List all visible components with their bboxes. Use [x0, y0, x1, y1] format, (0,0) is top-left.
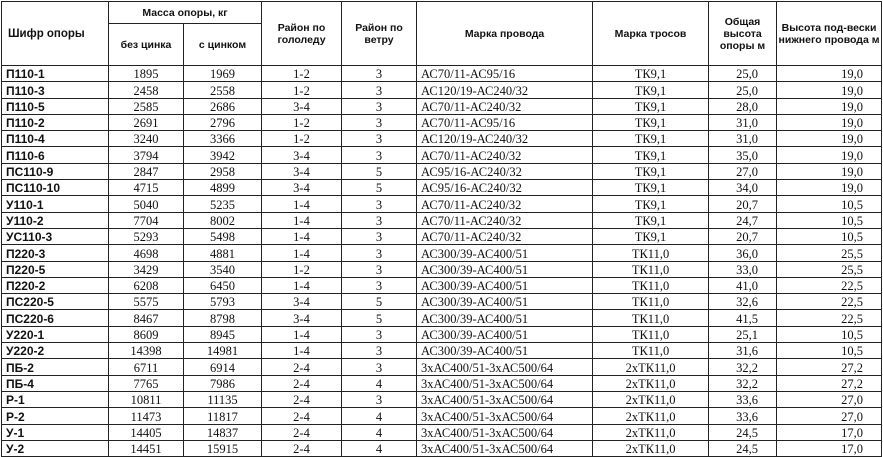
cell-ice-region: 2-4 — [262, 375, 342, 391]
cell-lower-wire-height: 19,0 — [777, 131, 882, 147]
cell-wire-brand: 3хАС400/51-3хАС500/64 — [417, 391, 593, 407]
cell-cable-brand: ТК11,0 — [593, 294, 709, 310]
cell-cipher: ПС110-9 — [2, 163, 109, 179]
cell-wind-region: 3 — [342, 245, 417, 261]
cell-wire-brand: АС120/19-АС240/32 — [417, 82, 593, 98]
cell-total-height: 41,0 — [709, 277, 777, 293]
cell-mass-with-zinc: 2558 — [184, 82, 262, 98]
cell-mass-with-zinc: 11817 — [184, 408, 262, 424]
cell-wire-brand: 3хАС400/51-3хАС500/64 — [417, 359, 593, 375]
cell-mass-with-zinc: 8002 — [184, 212, 262, 228]
cell-lower-wire-height: 19,0 — [777, 180, 882, 196]
cell-mass-with-zinc: 3366 — [184, 131, 262, 147]
cell-mass-with-zinc: 14837 — [184, 424, 262, 440]
cell-lower-wire-height: 10,5 — [777, 228, 882, 244]
cell-cable-brand: ТК11,0 — [593, 343, 709, 359]
cell-cable-brand: ТК9,1 — [593, 228, 709, 244]
cell-cable-brand: ТК9,1 — [593, 180, 709, 196]
cell-mass-with-zinc: 5793 — [184, 294, 262, 310]
cell-total-height: 32,6 — [709, 294, 777, 310]
header-mass: Масса опоры, кг — [109, 2, 262, 24]
cell-total-height: 28,0 — [709, 98, 777, 114]
cell-mass-with-zinc: 15915 — [184, 440, 262, 456]
cell-cable-brand: ТК11,0 — [593, 245, 709, 261]
cell-mass-with-zinc: 6450 — [184, 277, 262, 293]
cell-cipher: Р-1 — [2, 391, 109, 407]
header-wire-brand: Марка провода — [417, 2, 593, 66]
cell-mass-with-zinc: 5498 — [184, 228, 262, 244]
cell-total-height: 20,7 — [709, 196, 777, 212]
table-row — [2, 245, 882, 261]
cell-ice-region: 2-4 — [262, 440, 342, 456]
table-row — [2, 98, 882, 114]
cell-wind-region: 3 — [342, 98, 417, 114]
table-row — [2, 440, 882, 456]
cell-wire-brand: АС95/16-АС240/32 — [417, 163, 593, 179]
cell-mass-no-zinc: 3429 — [109, 261, 184, 277]
cell-wire-brand: АС70/11-АС240/32 — [417, 212, 593, 228]
table-row — [2, 343, 882, 359]
tower-spec-sheet — [1, 1, 881, 457]
cell-ice-region: 1-2 — [262, 82, 342, 98]
cell-lower-wire-height: 22,5 — [777, 277, 882, 293]
cell-cipher: П110-6 — [2, 147, 109, 163]
header-total-height: Общая высота опоры м — [709, 2, 777, 66]
cell-ice-region: 1-4 — [262, 245, 342, 261]
cell-wind-region: 3 — [342, 228, 417, 244]
cell-mass-no-zinc: 2458 — [109, 82, 184, 98]
cell-mass-with-zinc: 3540 — [184, 261, 262, 277]
cell-lower-wire-height: 17,0 — [777, 424, 882, 440]
cell-wind-region: 5 — [342, 310, 417, 326]
table-row — [2, 277, 882, 293]
cell-cipher: П110-3 — [2, 82, 109, 98]
cell-ice-region: 1-4 — [262, 343, 342, 359]
table-row — [2, 359, 882, 375]
cell-ice-region: 3-4 — [262, 180, 342, 196]
cell-mass-no-zinc: 10811 — [109, 391, 184, 407]
cell-wire-brand: АС300/39-АС400/51 — [417, 277, 593, 293]
cell-wind-region: 3 — [342, 66, 417, 82]
table-row — [2, 261, 882, 277]
cell-wind-region: 5 — [342, 294, 417, 310]
cell-cipher: П110-1 — [2, 66, 109, 82]
cell-total-height: 31,6 — [709, 343, 777, 359]
cell-lower-wire-height: 19,0 — [777, 82, 882, 98]
cell-wire-brand: АС70/11-АС95/16 — [417, 114, 593, 130]
cell-total-height: 25,1 — [709, 326, 777, 342]
cell-ice-region: 2-4 — [262, 424, 342, 440]
cell-mass-no-zinc: 8467 — [109, 310, 184, 326]
header-cable-brand: Марка тросов — [593, 2, 709, 66]
cell-cable-brand: 2хТК11,0 — [593, 424, 709, 440]
cell-wind-region: 3 — [342, 114, 417, 130]
cell-wire-brand: АС300/39-АС400/51 — [417, 245, 593, 261]
cell-wind-region: 3 — [342, 212, 417, 228]
cell-cipher: П220-2 — [2, 277, 109, 293]
cell-total-height: 33,6 — [709, 408, 777, 424]
cell-lower-wire-height: 17,0 — [777, 440, 882, 456]
cell-mass-no-zinc: 2585 — [109, 98, 184, 114]
cell-cipher: У-1 — [2, 424, 109, 440]
cell-cable-brand: ТК9,1 — [593, 98, 709, 114]
cell-cipher: П110-5 — [2, 98, 109, 114]
table-row — [2, 228, 882, 244]
cell-mass-no-zinc: 14451 — [109, 440, 184, 456]
cell-wire-brand: 3хАС400/51-3хАС500/64 — [417, 375, 593, 391]
table-row — [2, 131, 882, 147]
table-header — [2, 2, 882, 66]
cell-cipher: У110-1 — [2, 196, 109, 212]
cell-cable-brand: ТК9,1 — [593, 131, 709, 147]
cell-ice-region: 1-2 — [262, 66, 342, 82]
cell-lower-wire-height: 25,5 — [777, 261, 882, 277]
cell-mass-no-zinc: 2691 — [109, 114, 184, 130]
cell-mass-with-zinc: 4881 — [184, 245, 262, 261]
cell-total-height: 33,0 — [709, 261, 777, 277]
cell-mass-no-zinc: 1895 — [109, 66, 184, 82]
cell-lower-wire-height: 19,0 — [777, 163, 882, 179]
cell-cable-brand: ТК9,1 — [593, 196, 709, 212]
cell-cipher: У110-2 — [2, 212, 109, 228]
cell-lower-wire-height: 27,2 — [777, 375, 882, 391]
cell-wind-region: 3 — [342, 196, 417, 212]
table-row — [2, 408, 882, 424]
cell-cipher: ПС220-5 — [2, 294, 109, 310]
cell-wind-region: 4 — [342, 408, 417, 424]
cell-mass-with-zinc: 5235 — [184, 196, 262, 212]
cell-wire-brand: 3хАС400/51-3хАС500/64 — [417, 424, 593, 440]
cell-ice-region: 3-4 — [262, 147, 342, 163]
cell-cipher: ПБ-2 — [2, 359, 109, 375]
table-row — [2, 114, 882, 130]
header-lower-wire-height: Высота под-вески нижнего провода м — [777, 2, 882, 66]
cell-mass-with-zinc: 3942 — [184, 147, 262, 163]
cell-mass-with-zinc: 8945 — [184, 326, 262, 342]
cell-cable-brand: 2хТК11,0 — [593, 359, 709, 375]
cell-wind-region: 3 — [342, 277, 417, 293]
cell-wire-brand: АС70/11-АС240/32 — [417, 196, 593, 212]
cell-mass-no-zinc: 4698 — [109, 245, 184, 261]
cell-mass-no-zinc: 3240 — [109, 131, 184, 147]
cell-cable-brand: 2хТК11,0 — [593, 391, 709, 407]
cell-lower-wire-height: 19,0 — [777, 114, 882, 130]
cell-ice-region: 2-4 — [262, 359, 342, 375]
cell-cipher: ПС220-6 — [2, 310, 109, 326]
cell-mass-with-zinc: 11135 — [184, 391, 262, 407]
header-cipher: Шифр опоры — [2, 2, 109, 66]
table-row — [2, 391, 882, 407]
cell-mass-no-zinc: 5040 — [109, 196, 184, 212]
cell-cable-brand: ТК9,1 — [593, 66, 709, 82]
cell-wind-region: 3 — [342, 131, 417, 147]
cell-total-height: 24,5 — [709, 440, 777, 456]
table-row — [2, 326, 882, 342]
cell-mass-no-zinc: 6208 — [109, 277, 184, 293]
cell-ice-region: 2-4 — [262, 408, 342, 424]
cell-ice-region: 1-4 — [262, 212, 342, 228]
cell-mass-with-zinc: 2686 — [184, 98, 262, 114]
cell-ice-region: 3-4 — [262, 310, 342, 326]
cell-mass-no-zinc: 7704 — [109, 212, 184, 228]
cell-cipher: ПС110-10 — [2, 180, 109, 196]
cell-ice-region: 1-2 — [262, 261, 342, 277]
cell-wind-region: 3 — [342, 343, 417, 359]
cell-mass-no-zinc: 2847 — [109, 163, 184, 179]
cell-cipher: У220-1 — [2, 326, 109, 342]
cell-lower-wire-height: 27,0 — [777, 391, 882, 407]
cell-wind-region: 5 — [342, 180, 417, 196]
cell-cable-brand: ТК11,0 — [593, 326, 709, 342]
table-row — [2, 82, 882, 98]
cell-wire-brand: АС300/39-АС400/51 — [417, 261, 593, 277]
cell-ice-region: 3-4 — [262, 294, 342, 310]
cell-mass-with-zinc: 4899 — [184, 180, 262, 196]
cell-wire-brand: АС300/39-АС400/51 — [417, 343, 593, 359]
cell-cable-brand: ТК9,1 — [593, 212, 709, 228]
cell-cipher: ПБ-4 — [2, 375, 109, 391]
cell-wind-region: 3 — [342, 82, 417, 98]
cell-wire-brand: АС70/11-АС240/32 — [417, 147, 593, 163]
cell-lower-wire-height: 19,0 — [777, 98, 882, 114]
cell-ice-region: 3-4 — [262, 163, 342, 179]
header-ice-region: Район по гололеду — [262, 2, 342, 66]
header-with-zinc: с цинком — [184, 24, 262, 66]
cell-wire-brand: 3хАС400/51-3хАС500/64 — [417, 408, 593, 424]
cell-ice-region: 1-4 — [262, 277, 342, 293]
cell-lower-wire-height: 19,0 — [777, 147, 882, 163]
cell-cipher: П110-2 — [2, 114, 109, 130]
table-row — [2, 196, 882, 212]
cell-wind-region: 3 — [342, 326, 417, 342]
cell-cipher: П220-3 — [2, 245, 109, 261]
table-row — [2, 310, 882, 326]
cell-cipher: У-2 — [2, 440, 109, 456]
cell-wire-brand: АС300/39-АС400/51 — [417, 326, 593, 342]
cell-mass-no-zinc: 5293 — [109, 228, 184, 244]
cell-wire-brand: 3хАС400/51-3хАС500/64 — [417, 440, 593, 456]
cell-mass-with-zinc: 14981 — [184, 343, 262, 359]
table-row — [2, 180, 882, 196]
cell-total-height: 25,0 — [709, 66, 777, 82]
cell-cable-brand: ТК9,1 — [593, 114, 709, 130]
cell-wire-brand: АС120/19-АС240/32 — [417, 131, 593, 147]
cell-cable-brand: ТК9,1 — [593, 163, 709, 179]
cell-wire-brand: АС70/11-АС240/32 — [417, 228, 593, 244]
cell-total-height: 36,0 — [709, 245, 777, 261]
cell-mass-no-zinc: 14405 — [109, 424, 184, 440]
cell-wire-brand: АС95/16-АС240/32 — [417, 180, 593, 196]
cell-mass-no-zinc: 3794 — [109, 147, 184, 163]
cell-mass-no-zinc: 8609 — [109, 326, 184, 342]
cell-mass-with-zinc: 8798 — [184, 310, 262, 326]
cell-ice-region: 1-4 — [262, 326, 342, 342]
table-body — [2, 66, 882, 457]
cell-lower-wire-height: 27,0 — [777, 408, 882, 424]
cell-ice-region: 1-2 — [262, 114, 342, 130]
cell-wire-brand: АС70/11-АС95/16 — [417, 66, 593, 82]
cell-total-height: 31,0 — [709, 114, 777, 130]
cell-total-height: 27,0 — [709, 163, 777, 179]
table-row — [2, 212, 882, 228]
cell-mass-no-zinc: 5575 — [109, 294, 184, 310]
cell-cable-brand: ТК9,1 — [593, 147, 709, 163]
cell-cipher: У220-2 — [2, 343, 109, 359]
cell-total-height: 31,0 — [709, 131, 777, 147]
cell-mass-no-zinc: 11473 — [109, 408, 184, 424]
cell-cipher: П110-4 — [2, 131, 109, 147]
cell-wire-brand: АС300/39-АС400/51 — [417, 310, 593, 326]
cell-cipher: П220-5 — [2, 261, 109, 277]
cell-lower-wire-height: 10,5 — [777, 326, 882, 342]
cell-total-height: 25,0 — [709, 82, 777, 98]
cell-lower-wire-height: 10,5 — [777, 212, 882, 228]
cell-mass-with-zinc: 2958 — [184, 163, 262, 179]
cell-cable-brand: 2хТК11,0 — [593, 408, 709, 424]
cell-ice-region: 1-4 — [262, 196, 342, 212]
cell-ice-region: 1-4 — [262, 228, 342, 244]
cell-wind-region: 3 — [342, 391, 417, 407]
cell-lower-wire-height: 19,0 — [777, 66, 882, 82]
cell-wind-region: 5 — [342, 163, 417, 179]
cell-mass-no-zinc: 4715 — [109, 180, 184, 196]
cell-cipher: Р-2 — [2, 408, 109, 424]
cell-ice-region: 1-2 — [262, 131, 342, 147]
cell-lower-wire-height: 22,5 — [777, 294, 882, 310]
header-wind-region: Район по ветру — [342, 2, 417, 66]
cell-wind-region: 4 — [342, 440, 417, 456]
header-no-zinc: без цинка — [109, 24, 184, 66]
cell-mass-with-zinc: 1969 — [184, 66, 262, 82]
cell-cable-brand: 2хТК11,0 — [593, 440, 709, 456]
cell-ice-region: 3-4 — [262, 98, 342, 114]
cell-total-height: 41,5 — [709, 310, 777, 326]
cell-cable-brand: ТК11,0 — [593, 310, 709, 326]
cell-total-height: 24,5 — [709, 424, 777, 440]
cell-total-height: 32,2 — [709, 359, 777, 375]
cell-cipher: УС110-3 — [2, 228, 109, 244]
cell-lower-wire-height: 22,5 — [777, 310, 882, 326]
cell-mass-no-zinc: 14398 — [109, 343, 184, 359]
cell-lower-wire-height: 25,5 — [777, 245, 882, 261]
cell-total-height: 32,2 — [709, 375, 777, 391]
table-row — [2, 294, 882, 310]
cell-total-height: 33,6 — [709, 391, 777, 407]
cell-wind-region: 3 — [342, 147, 417, 163]
table-row — [2, 375, 882, 391]
cell-ice-region: 2-4 — [262, 391, 342, 407]
cell-wind-region: 3 — [342, 359, 417, 375]
cell-cable-brand: ТК11,0 — [593, 261, 709, 277]
cell-lower-wire-height: 27,2 — [777, 359, 882, 375]
cell-total-height: 24,7 — [709, 212, 777, 228]
cell-mass-no-zinc: 7765 — [109, 375, 184, 391]
table-row — [2, 424, 882, 440]
cell-cable-brand: ТК9,1 — [593, 82, 709, 98]
cell-mass-with-zinc: 6914 — [184, 359, 262, 375]
cell-total-height: 34,0 — [709, 180, 777, 196]
cell-lower-wire-height: 10,5 — [777, 343, 882, 359]
cell-total-height: 20,7 — [709, 228, 777, 244]
cell-wire-brand: АС300/39-АС400/51 — [417, 294, 593, 310]
cell-wind-region: 4 — [342, 424, 417, 440]
tower-spec-table — [1, 1, 882, 457]
cell-cable-brand: 2хТК11,0 — [593, 375, 709, 391]
cell-wind-region: 3 — [342, 261, 417, 277]
cell-mass-with-zinc: 2796 — [184, 114, 262, 130]
cell-total-height: 35,0 — [709, 147, 777, 163]
cell-mass-no-zinc: 6711 — [109, 359, 184, 375]
cell-wind-region: 4 — [342, 375, 417, 391]
cell-cable-brand: ТК11,0 — [593, 277, 709, 293]
table-row — [2, 163, 882, 179]
cell-mass-with-zinc: 7986 — [184, 375, 262, 391]
table-row — [2, 147, 882, 163]
cell-wire-brand: АС70/11-АС240/32 — [417, 98, 593, 114]
table-row — [2, 66, 882, 82]
cell-lower-wire-height: 10,5 — [777, 196, 882, 212]
